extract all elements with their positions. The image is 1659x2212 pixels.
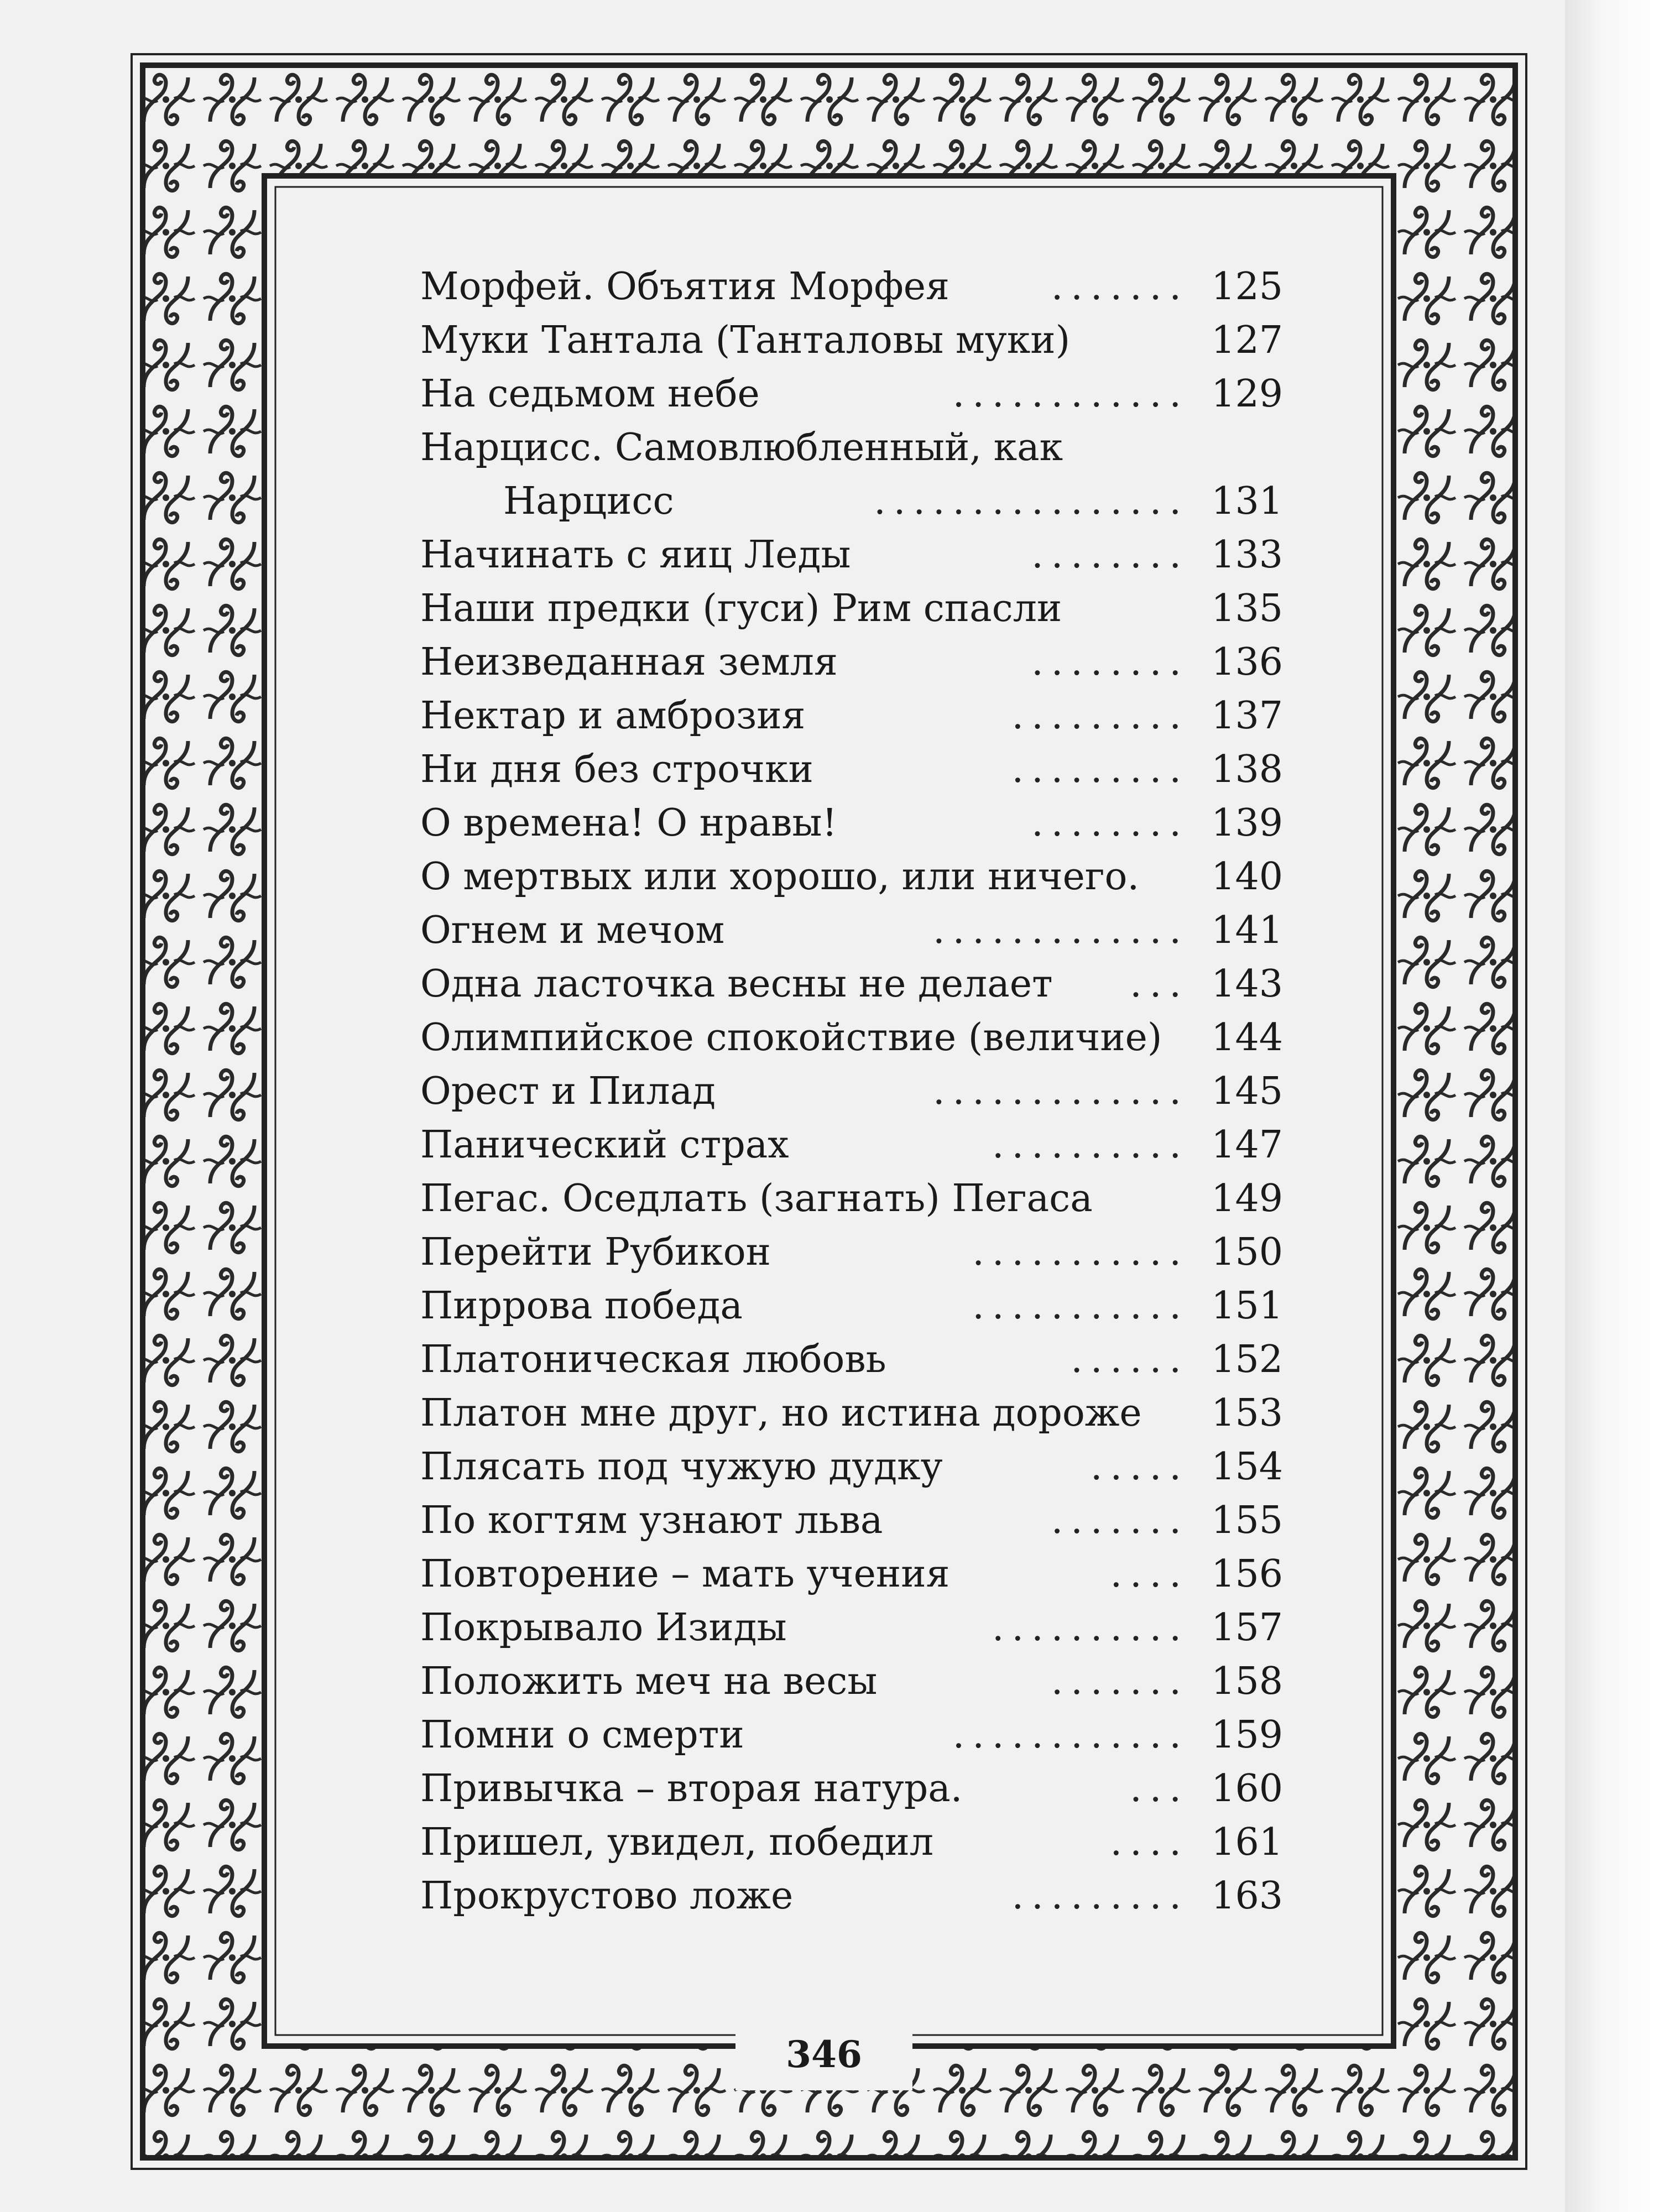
toc-entry bbox=[420, 474, 1283, 528]
toc-entry-title: Пегас. Оседлать (загнать) Пегаса bbox=[420, 1177, 1093, 1220]
toc-entry-page: 125 bbox=[1200, 260, 1283, 314]
toc-entry bbox=[420, 1333, 1283, 1386]
toc-entry bbox=[420, 1279, 1283, 1333]
toc-entry-title: Платон мне друг, но истина дороже bbox=[420, 1391, 1142, 1435]
toc-leader-dots: ... bbox=[1130, 962, 1189, 1006]
toc-entry-page: 139 bbox=[1200, 796, 1283, 850]
toc-entry-page: 154 bbox=[1200, 1440, 1283, 1494]
toc-entry-title: Повторение – мать учения bbox=[420, 1552, 950, 1596]
toc-entry-title: Огнем и мечом bbox=[420, 909, 725, 952]
toc-entry-title: Покрывало Изиды bbox=[420, 1606, 787, 1650]
toc-entry-page: 159 bbox=[1200, 1708, 1283, 1762]
toc-entry bbox=[420, 957, 1283, 1011]
toc-entry-page: 143 bbox=[1200, 957, 1283, 1011]
toc-entry-title: На седьмом небе bbox=[420, 372, 760, 416]
toc-entry-page: 150 bbox=[1200, 1225, 1283, 1279]
toc-entry bbox=[420, 1172, 1283, 1225]
toc-entry-title: Неизведанная земля bbox=[420, 640, 838, 684]
toc-entry-page: 157 bbox=[1200, 1601, 1283, 1655]
toc-entry bbox=[420, 367, 1283, 421]
toc-leader-dots: ........... bbox=[972, 1284, 1189, 1328]
toc-entry-title: Привычка – вторая натура. bbox=[420, 1767, 963, 1811]
toc-entry-title: Положить меч на весы bbox=[420, 1660, 878, 1703]
toc-entry-page: 138 bbox=[1200, 743, 1283, 796]
toc-leader-dots: ..... bbox=[1090, 1445, 1189, 1489]
toc-entry bbox=[420, 1118, 1283, 1172]
toc-entry bbox=[420, 1762, 1283, 1815]
toc-entry bbox=[420, 1601, 1283, 1655]
toc-entry-page: 129 bbox=[1200, 367, 1283, 421]
toc-entry bbox=[420, 421, 1283, 474]
toc-entry-title: Олимпийское спокойствие (величие) bbox=[420, 1016, 1162, 1060]
page-number: 346 bbox=[735, 2018, 912, 2090]
toc-leader-dots: ............ bbox=[952, 372, 1189, 416]
toc-entry bbox=[420, 582, 1283, 635]
toc-leader-dots: ............. bbox=[933, 909, 1189, 952]
toc-entry-page: 151 bbox=[1200, 1279, 1283, 1333]
toc-leader-dots: ........... bbox=[972, 1230, 1189, 1274]
toc-entry-title: О мертвых или хорошо, или ничего. bbox=[420, 855, 1140, 899]
toc-entry-title: Одна ласточка весны не делает bbox=[420, 962, 1053, 1006]
toc-leader-dots: ...... bbox=[1071, 1338, 1189, 1381]
toc-entry-title: Перейти Рубикон bbox=[420, 1230, 771, 1274]
toc-entry-title: Панический страх bbox=[420, 1123, 789, 1167]
toc-entry-page: 161 bbox=[1200, 1815, 1283, 1869]
toc-entry-title: Платоническая любовь bbox=[420, 1338, 886, 1381]
toc-leader-dots: ........ bbox=[1031, 533, 1189, 577]
toc-entry bbox=[420, 1815, 1283, 1869]
toc-leader-dots: .......... bbox=[992, 1123, 1189, 1167]
toc-entry-page: 136 bbox=[1200, 635, 1283, 689]
toc-leader-dots: ........ bbox=[1031, 801, 1189, 845]
toc-entry-title: Орест и Пилад bbox=[420, 1070, 716, 1113]
toc-entry-title: Прокрустово ложе bbox=[420, 1874, 794, 1918]
toc-entry-title: Помни о смерти bbox=[420, 1713, 744, 1757]
toc-entry bbox=[420, 689, 1283, 743]
toc-leader-dots: ......... bbox=[1011, 694, 1189, 738]
toc-entry-page: 160 bbox=[1200, 1762, 1283, 1815]
toc-entry bbox=[420, 1225, 1283, 1279]
toc-entry-page: 147 bbox=[1200, 1118, 1283, 1172]
toc-leader-dots: ............. bbox=[933, 1070, 1189, 1113]
toc-entry-page: 137 bbox=[1200, 689, 1283, 743]
toc-leader-dots: ....... bbox=[1051, 1499, 1189, 1542]
toc-entry-title: Нарцисс bbox=[503, 479, 674, 523]
toc-entry bbox=[420, 260, 1283, 314]
toc-entry-page: 155 bbox=[1200, 1494, 1283, 1547]
toc-entry-title: Начинать с яиц Леды bbox=[420, 533, 851, 577]
toc-entry-title: Пришел, увидел, победил bbox=[420, 1820, 934, 1864]
toc-entry-title: Плясать под чужую дудку bbox=[420, 1445, 943, 1489]
toc-entry bbox=[420, 1440, 1283, 1494]
toc-entry-title: Пиррова победа bbox=[420, 1284, 743, 1328]
toc-entry-page: 153 bbox=[1200, 1386, 1283, 1440]
toc-entry bbox=[420, 850, 1283, 904]
toc-entry bbox=[420, 1708, 1283, 1762]
toc-leader-dots: ............ bbox=[952, 1713, 1189, 1757]
toc-entry-page: 141 bbox=[1200, 904, 1283, 957]
toc-leader-dots: .... bbox=[1110, 1552, 1189, 1596]
toc-entry-page: 127 bbox=[1200, 314, 1283, 367]
toc-entry-title: Ни дня без строчки bbox=[420, 748, 813, 791]
toc-entry bbox=[420, 1011, 1283, 1065]
toc-entry bbox=[420, 1655, 1283, 1708]
toc-entry-title: По когтям узнают льва bbox=[420, 1499, 883, 1542]
toc-entry bbox=[420, 904, 1283, 957]
toc-entry bbox=[420, 1494, 1283, 1547]
toc-entry-page: 163 bbox=[1200, 1869, 1283, 1923]
toc-leader-dots: ................ bbox=[874, 479, 1189, 523]
toc-entry bbox=[420, 743, 1283, 796]
toc-entry-page: 158 bbox=[1200, 1655, 1283, 1708]
toc-entry-page: 140 bbox=[1200, 850, 1283, 904]
toc-entry-title: Нектар и амброзия bbox=[420, 694, 806, 738]
toc-entry-page: 145 bbox=[1200, 1065, 1283, 1118]
toc-entry bbox=[420, 528, 1283, 582]
toc-leader-dots: .......... bbox=[992, 1606, 1189, 1650]
toc-leader-dots: ....... bbox=[1051, 1660, 1189, 1703]
table-of-contents bbox=[420, 260, 1283, 1923]
toc-leader-dots: ... bbox=[1130, 1767, 1189, 1811]
toc-entry-title: Муки Тантала (Танталовы муки) bbox=[420, 319, 1071, 362]
toc-entry bbox=[420, 796, 1283, 850]
toc-entry bbox=[420, 314, 1283, 367]
toc-entry-title: Морфей. Объятия Морфея bbox=[420, 265, 950, 309]
toc-entry-page: 156 bbox=[1200, 1547, 1283, 1601]
toc-entry bbox=[420, 1869, 1283, 1923]
toc-leader-dots: ........ bbox=[1031, 640, 1189, 684]
toc-entry-page: 144 bbox=[1200, 1011, 1283, 1065]
toc-entry-page: 152 bbox=[1200, 1333, 1283, 1386]
toc-entry-page: 135 bbox=[1200, 582, 1283, 635]
toc-entry-page: 133 bbox=[1200, 528, 1283, 582]
toc-entry-page: 149 bbox=[1200, 1172, 1283, 1225]
toc-entry bbox=[420, 1547, 1283, 1601]
toc-entry bbox=[420, 1386, 1283, 1440]
toc-leader-dots: ......... bbox=[1011, 748, 1189, 791]
toc-entry-page: 131 bbox=[1200, 474, 1283, 528]
toc-entry-title: Нарцисс. Самовлюбленный, как bbox=[420, 426, 1063, 469]
toc-entry-title: О времена! О нравы! bbox=[420, 801, 837, 845]
toc-leader-dots: ......... bbox=[1011, 1874, 1189, 1918]
toc-entry-title: Наши предки (гуси) Рим спасли bbox=[420, 587, 1062, 630]
toc-leader-dots: ....... bbox=[1051, 265, 1189, 309]
toc-leader-dots: .... bbox=[1110, 1820, 1189, 1864]
toc-entry bbox=[420, 635, 1283, 689]
toc-entry bbox=[420, 1065, 1283, 1118]
